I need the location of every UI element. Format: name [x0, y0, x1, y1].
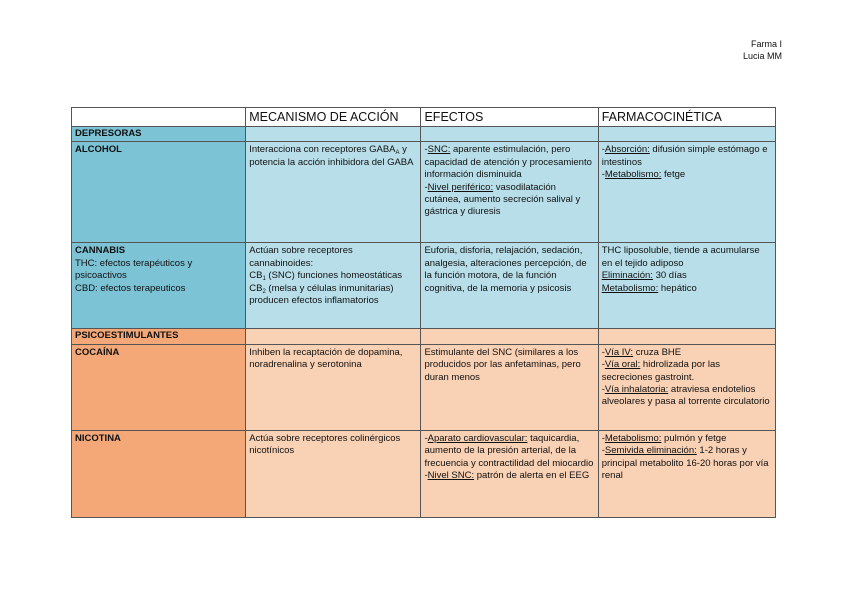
drug-name-cell: [72, 344, 246, 430]
farmaco-text: hidrolizada por las secreciones gastroint.: [601, 359, 721, 383]
page-header: [743, 38, 782, 62]
farmaco-cell: [598, 142, 775, 243]
drug-name: CANNABIS: [75, 245, 126, 257]
farmaco-label: Semivida eliminación:: [604, 445, 697, 457]
farmaco-label: Vía oral:: [604, 359, 641, 371]
mecanismo-cell: [246, 142, 421, 243]
subscript: A: [395, 150, 400, 157]
table-row-nicotina: [72, 430, 776, 517]
farmaco-label: Metabolismo:: [604, 169, 662, 181]
farmaco-text: 1-2 horas y principal metabolito 16-20 horas por vía renal: [601, 445, 769, 482]
section-row-depresoras: [72, 127, 776, 142]
section-label: DEPRESORAS: [72, 127, 246, 142]
farmaco-line: -Absorción: difusión simple estómago e intestinos: [601, 144, 768, 168]
farmaco-line: [602, 283, 772, 295]
drug-note-thc: THC: efectos terapéuticos y psicoactivos: [75, 257, 193, 282]
farmaco-label: Absorción:: [604, 144, 650, 156]
drug-note-cbd: CBD: efectos terapeuticos: [75, 282, 186, 294]
efectos-label: Nivel SNC:: [427, 470, 475, 482]
pharmacology-table: [71, 107, 776, 518]
section-filler: [246, 329, 421, 344]
farmaco-text: pulmón y fetge: [661, 432, 727, 444]
farmaco-label: Metabolismo:: [604, 432, 662, 444]
section-row-psicoestimulantes: [72, 329, 776, 344]
efectos-line: -Aparato cardiovascular: taquicardia, aumento de la presión arterial, de la frecuencia y contractilidad del miocardio: [424, 432, 594, 469]
mecanismo-cell: [246, 430, 421, 517]
farmaco-label: Metabolismo:: [601, 282, 659, 294]
farmaco-line: -Vía inhalatoria: atraviesa endotelios alveolares y pasa al torrente circulatorio: [601, 384, 770, 408]
farmaco-label: Vía IV:: [604, 346, 634, 358]
efectos-line: -SNC: aparente estimulación, pero capacidad de atención y procesamiento información disminuida: [424, 144, 592, 181]
efectos-cell: [421, 344, 598, 430]
efectos-label: SNC:: [427, 144, 451, 156]
farmaco-line: -Metabolismo: fetge: [601, 169, 686, 181]
section-filler: [421, 329, 598, 344]
drug-name-cell: [72, 142, 246, 243]
efectos-line: -Nivel periférico: vasodilatación cutánea, aumento secreción salival y gástrica y diuresis: [424, 181, 581, 218]
table-row-alcohol: [72, 142, 776, 243]
receptor-text: (SNC) funciones homeostáticas: [265, 270, 403, 282]
farmaco-label: Vía inhalatoria:: [604, 384, 669, 396]
section-filler: [246, 127, 421, 142]
receptor-name: CB: [249, 270, 263, 282]
drug-name: ALCOHOL: [75, 144, 122, 156]
receptor-name: CB: [249, 282, 263, 294]
efectos-label: Nivel periférico:: [427, 181, 494, 193]
efectos-line: -Nivel SNC: patrón de alerta en el EEG: [424, 470, 590, 482]
efectos-text: vasodilatación cutánea, aumento secreción salival y gástrica y diuresis: [424, 181, 581, 218]
drug-name-cell: [72, 243, 246, 329]
header-cell-mecanismo: MECANISMO DE ACCIÓN: [246, 108, 421, 127]
farmaco-line: -Semivida eliminación: 1-2 horas y principal metabolito 16-20 horas por vía renal: [601, 445, 769, 482]
farmaco-text: atraviesa endotelios alveolares y pasa al torrente circulatorio: [601, 384, 770, 408]
farmaco-line: [602, 270, 772, 282]
mecanismo-text: Inhiben la recaptación de dopamina, noradrenalina y serotonina: [249, 346, 403, 371]
drug-name-cell: [72, 430, 246, 517]
receptor-text: (melsa y células inmunitarias) producen efectos inflamatorios: [249, 282, 394, 307]
efectos-text: Euforia, disforia, relajación, sedación, analgesia, alteraciones percepción, de la función motora, de la función cognitiva, de la memoria y psicosis: [424, 245, 587, 294]
mecanismo-line: [249, 270, 417, 282]
efectos-text: Estimulante del SNC (similares a los producidos por las anfetaminas, pero duran menos: [424, 346, 581, 383]
drug-name: NICOTINA: [75, 432, 121, 444]
efectos-cell: [421, 243, 598, 329]
table-row-cocaina: [72, 344, 776, 430]
header-author: Lucia MM: [742, 51, 782, 61]
section-filler: [598, 127, 775, 142]
mecanismo-cell: [246, 243, 421, 329]
farmaco-text: fetge: [661, 169, 686, 181]
section-filler: [421, 127, 598, 142]
header-course: Farma I: [750, 39, 782, 49]
subscript: 1: [262, 276, 266, 283]
table-header-row: [72, 108, 776, 127]
mecanismo-line: [249, 283, 417, 308]
mecanismo-cell: [246, 344, 421, 430]
header-cell-blank: [72, 108, 246, 127]
farmaco-line: -Vía oral: hidrolizada por las secreciones gastroint.: [601, 359, 721, 383]
subscript: 2: [262, 288, 266, 295]
efectos-text: taquicardia, aumento de la presión arterial, de la frecuencia y contractilidad del miocardio: [424, 432, 594, 469]
section-label: PSICOESTIMULANTES: [72, 329, 246, 344]
section-filler: [598, 329, 775, 344]
farmaco-cell: [598, 430, 775, 517]
mecanismo-text: Actúa sobre receptores colinérgicos nicotínicos: [249, 432, 401, 457]
farmaco-text: cruza BHE: [633, 346, 682, 358]
farmaco-text: hepático: [658, 282, 697, 294]
farmaco-line: -Vía IV: cruza BHE: [601, 346, 682, 358]
drug-name: COCAÍNA: [75, 346, 120, 358]
mecanismo-text: Actúan sobre receptores cannabinoides:: [249, 245, 353, 269]
efectos-cell: [421, 430, 598, 517]
header-cell-efectos: EFECTOS: [421, 108, 598, 127]
table-row-cannabis: [72, 243, 776, 329]
header-cell-farmacocinetica: FARMACOCINÉTICA: [598, 108, 775, 127]
farmaco-cell: [598, 243, 775, 329]
farmaco-text: THC liposoluble, tiende a acumularse en el tejido adiposo: [601, 245, 760, 269]
efectos-text: aparente estimulación, pero capacidad de atención y procesamiento información disminuida: [424, 144, 592, 181]
farmaco-label: Eliminación:: [601, 270, 653, 282]
efectos-cell: [421, 142, 598, 243]
efectos-text: patrón de alerta en el EEG: [474, 470, 590, 482]
mecanismo-text: Interacciona con receptores GABA: [249, 144, 396, 156]
efectos-label: Aparato cardiovascular:: [427, 432, 528, 444]
farmaco-text: 30 días: [652, 270, 687, 282]
farmaco-cell: [598, 344, 775, 430]
farmaco-text: difusión simple estómago e intestinos: [601, 144, 768, 168]
mecanismo-text-cont: y potencia la acción inhibidora del GABA: [249, 144, 414, 168]
farmaco-line: -Metabolismo: pulmón y fetge: [601, 432, 727, 444]
